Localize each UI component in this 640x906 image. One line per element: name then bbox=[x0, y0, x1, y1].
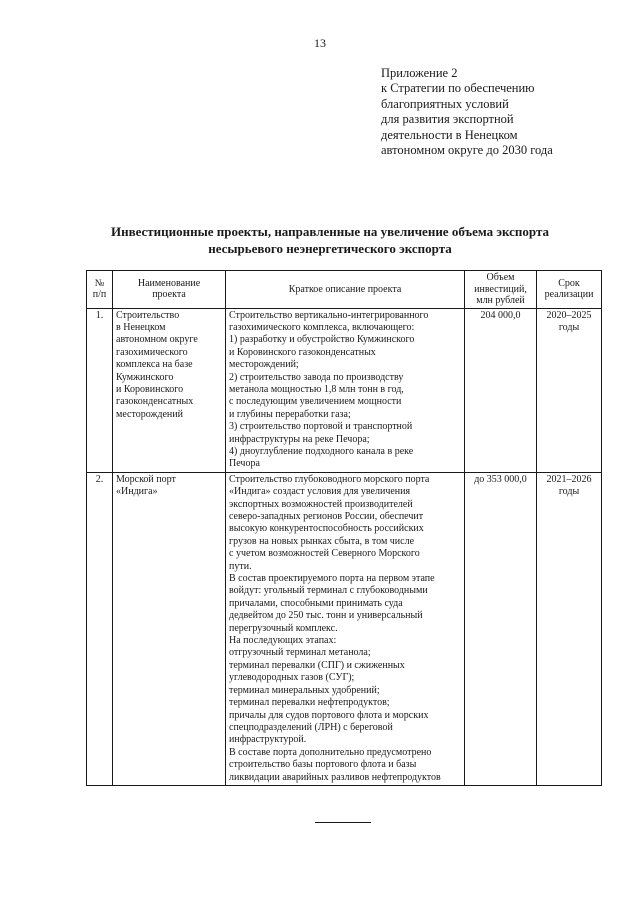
appendix-line: для развития экспортной bbox=[381, 112, 514, 127]
project-description bbox=[226, 308, 465, 472]
table-row bbox=[87, 308, 602, 472]
text-line: метанола мощностью 1,8 млн тонн в год, bbox=[229, 383, 404, 395]
text-line: пути. bbox=[229, 560, 252, 572]
investment-amount: до 353 000,0 bbox=[465, 472, 537, 785]
text-line: строительство базы портового флота и базы bbox=[229, 759, 417, 771]
text-line: Строительство bbox=[116, 309, 180, 321]
text-line: терминал перевалки нефтепродуктов; bbox=[229, 697, 390, 709]
text-line: «Индига» создаст условия для увеличения bbox=[229, 486, 411, 498]
text-line: 1) разработку и обустройство Кумжинского bbox=[229, 334, 415, 346]
header-description bbox=[226, 271, 465, 309]
header-line: млн рублей bbox=[476, 295, 525, 306]
appendix-line: деятельности в Ненецком bbox=[381, 127, 518, 142]
header-num bbox=[87, 271, 113, 309]
project-name bbox=[113, 308, 226, 472]
text-line: высокую конкурентоспособность российских bbox=[229, 523, 424, 535]
text-line: 2021–2026 bbox=[546, 473, 592, 485]
table-header-row bbox=[87, 271, 602, 309]
text-line: Морской порт bbox=[116, 473, 176, 485]
title-line: Инвестиционные проекты, направленные на увеличение объема экспорта bbox=[110, 224, 550, 239]
text-line: Печора bbox=[229, 458, 260, 470]
text-line: годы bbox=[558, 486, 580, 498]
text-line: инфраструктуры на реке Печора; bbox=[229, 433, 370, 445]
investment-amount: 204 000,0 bbox=[465, 308, 537, 472]
text-line: газохимического bbox=[116, 346, 188, 358]
text-line: дедвейтом до 250 тыс. тонн и универсальный bbox=[229, 610, 423, 622]
text-line: газоконденсатных bbox=[116, 396, 194, 408]
text-line: месторождений bbox=[116, 408, 183, 420]
text-line: и Коровинского газоконденсатных bbox=[229, 346, 376, 358]
row-number: 1. bbox=[87, 308, 113, 472]
text-line: и глубины переработки газа; bbox=[229, 408, 351, 420]
text-line: в Ненецком bbox=[116, 321, 166, 333]
text-line: войдут: угольный терминал с глубоководными bbox=[229, 585, 428, 597]
page-number: 13 bbox=[314, 36, 326, 50]
appendix-heading bbox=[381, 66, 631, 158]
header-line: № bbox=[94, 277, 105, 289]
implementation-period bbox=[537, 308, 602, 472]
text-line: На последующих этапах: bbox=[229, 635, 337, 647]
project-name bbox=[113, 472, 226, 785]
text-line: автономном округе bbox=[116, 334, 198, 346]
text-line: с последующим увеличением мощности bbox=[229, 396, 402, 408]
text-line: инфраструктурой. bbox=[229, 734, 307, 746]
project-description bbox=[226, 472, 465, 785]
header-line: Срок bbox=[558, 277, 580, 289]
investment-projects-table bbox=[86, 270, 602, 786]
text-line: северо-западных регионов России, обеспечит bbox=[229, 511, 424, 522]
header-line: Краткое описание проекта bbox=[288, 283, 402, 295]
text-line: годы bbox=[558, 321, 580, 333]
text-line: В составе порта дополнительно предусмотрено bbox=[229, 746, 432, 758]
text-line: грузов на новых рынках сбыта, в том числе bbox=[229, 535, 415, 547]
footer-separator bbox=[315, 822, 371, 823]
text-line: ликвидации аварийных разливов нефтепродуктов bbox=[229, 771, 441, 783]
text-line: спецподразделений (ЛРН) с береговой bbox=[229, 721, 393, 733]
text-line: Строительство вертикально-интегрированного bbox=[229, 309, 429, 321]
text-line: 3) строительство портовой и транспортной bbox=[229, 421, 413, 433]
header-line: Объем bbox=[486, 272, 515, 283]
document-title bbox=[60, 223, 600, 257]
row-number: 2. bbox=[87, 472, 113, 785]
text-line: экспортных возможностей производителей bbox=[229, 498, 413, 510]
appendix-line: автономном округе до 2030 года bbox=[381, 143, 553, 158]
text-line: и Коровинского bbox=[116, 383, 184, 395]
text-line: отгрузочный терминал метанола; bbox=[229, 647, 371, 659]
header-line: инвестиций, bbox=[474, 283, 527, 295]
text-line: с учетом возможностей Северного Морского bbox=[229, 548, 420, 560]
text-line: углеводородных газов (СУГ); bbox=[229, 672, 355, 684]
table-row bbox=[87, 472, 602, 785]
text-line: 4) дноуглубление подходного канала в реке bbox=[229, 445, 414, 457]
header-line: проекта bbox=[152, 289, 186, 301]
appendix-line: Приложение 2 bbox=[381, 66, 458, 80]
title-line: несырьевого неэнергетического экспорта bbox=[208, 241, 452, 256]
text-line: месторождений; bbox=[229, 359, 299, 371]
header-line: реализации bbox=[544, 289, 594, 301]
text-line: газохимического комплекса, включающего: bbox=[229, 321, 415, 333]
implementation-period bbox=[537, 472, 602, 785]
header-line: п/п bbox=[92, 289, 107, 301]
text-line: Кумжинского bbox=[116, 371, 174, 383]
text-line: причалы для судов портового флота и морских bbox=[229, 709, 429, 721]
text-line: 2020–2025 bbox=[546, 309, 592, 321]
text-line: терминал перевалки (СПГ) и сжиженных bbox=[229, 659, 405, 671]
text-line: «Индига» bbox=[116, 486, 158, 498]
header-name bbox=[113, 271, 226, 309]
text-line: Строительство глубоководного морского порта bbox=[229, 473, 430, 485]
text-line: 2) строительство завода по производству bbox=[229, 371, 404, 383]
header-period bbox=[537, 271, 602, 309]
text-line: причалами, способными принимать суда bbox=[229, 597, 403, 609]
appendix-line: к Стратегии по обеспечению bbox=[381, 81, 535, 96]
text-line: комплекса на базе bbox=[116, 359, 193, 371]
text-line: перегрузочный комплекс. bbox=[229, 622, 338, 634]
header-line: Наименование bbox=[137, 277, 201, 289]
header-investment bbox=[465, 271, 537, 309]
text-line: В состав проектируемого порта на первом этапе bbox=[229, 573, 435, 585]
appendix-line: благоприятных условий bbox=[381, 96, 509, 111]
text-line: терминал минеральных удобрений; bbox=[229, 684, 380, 696]
